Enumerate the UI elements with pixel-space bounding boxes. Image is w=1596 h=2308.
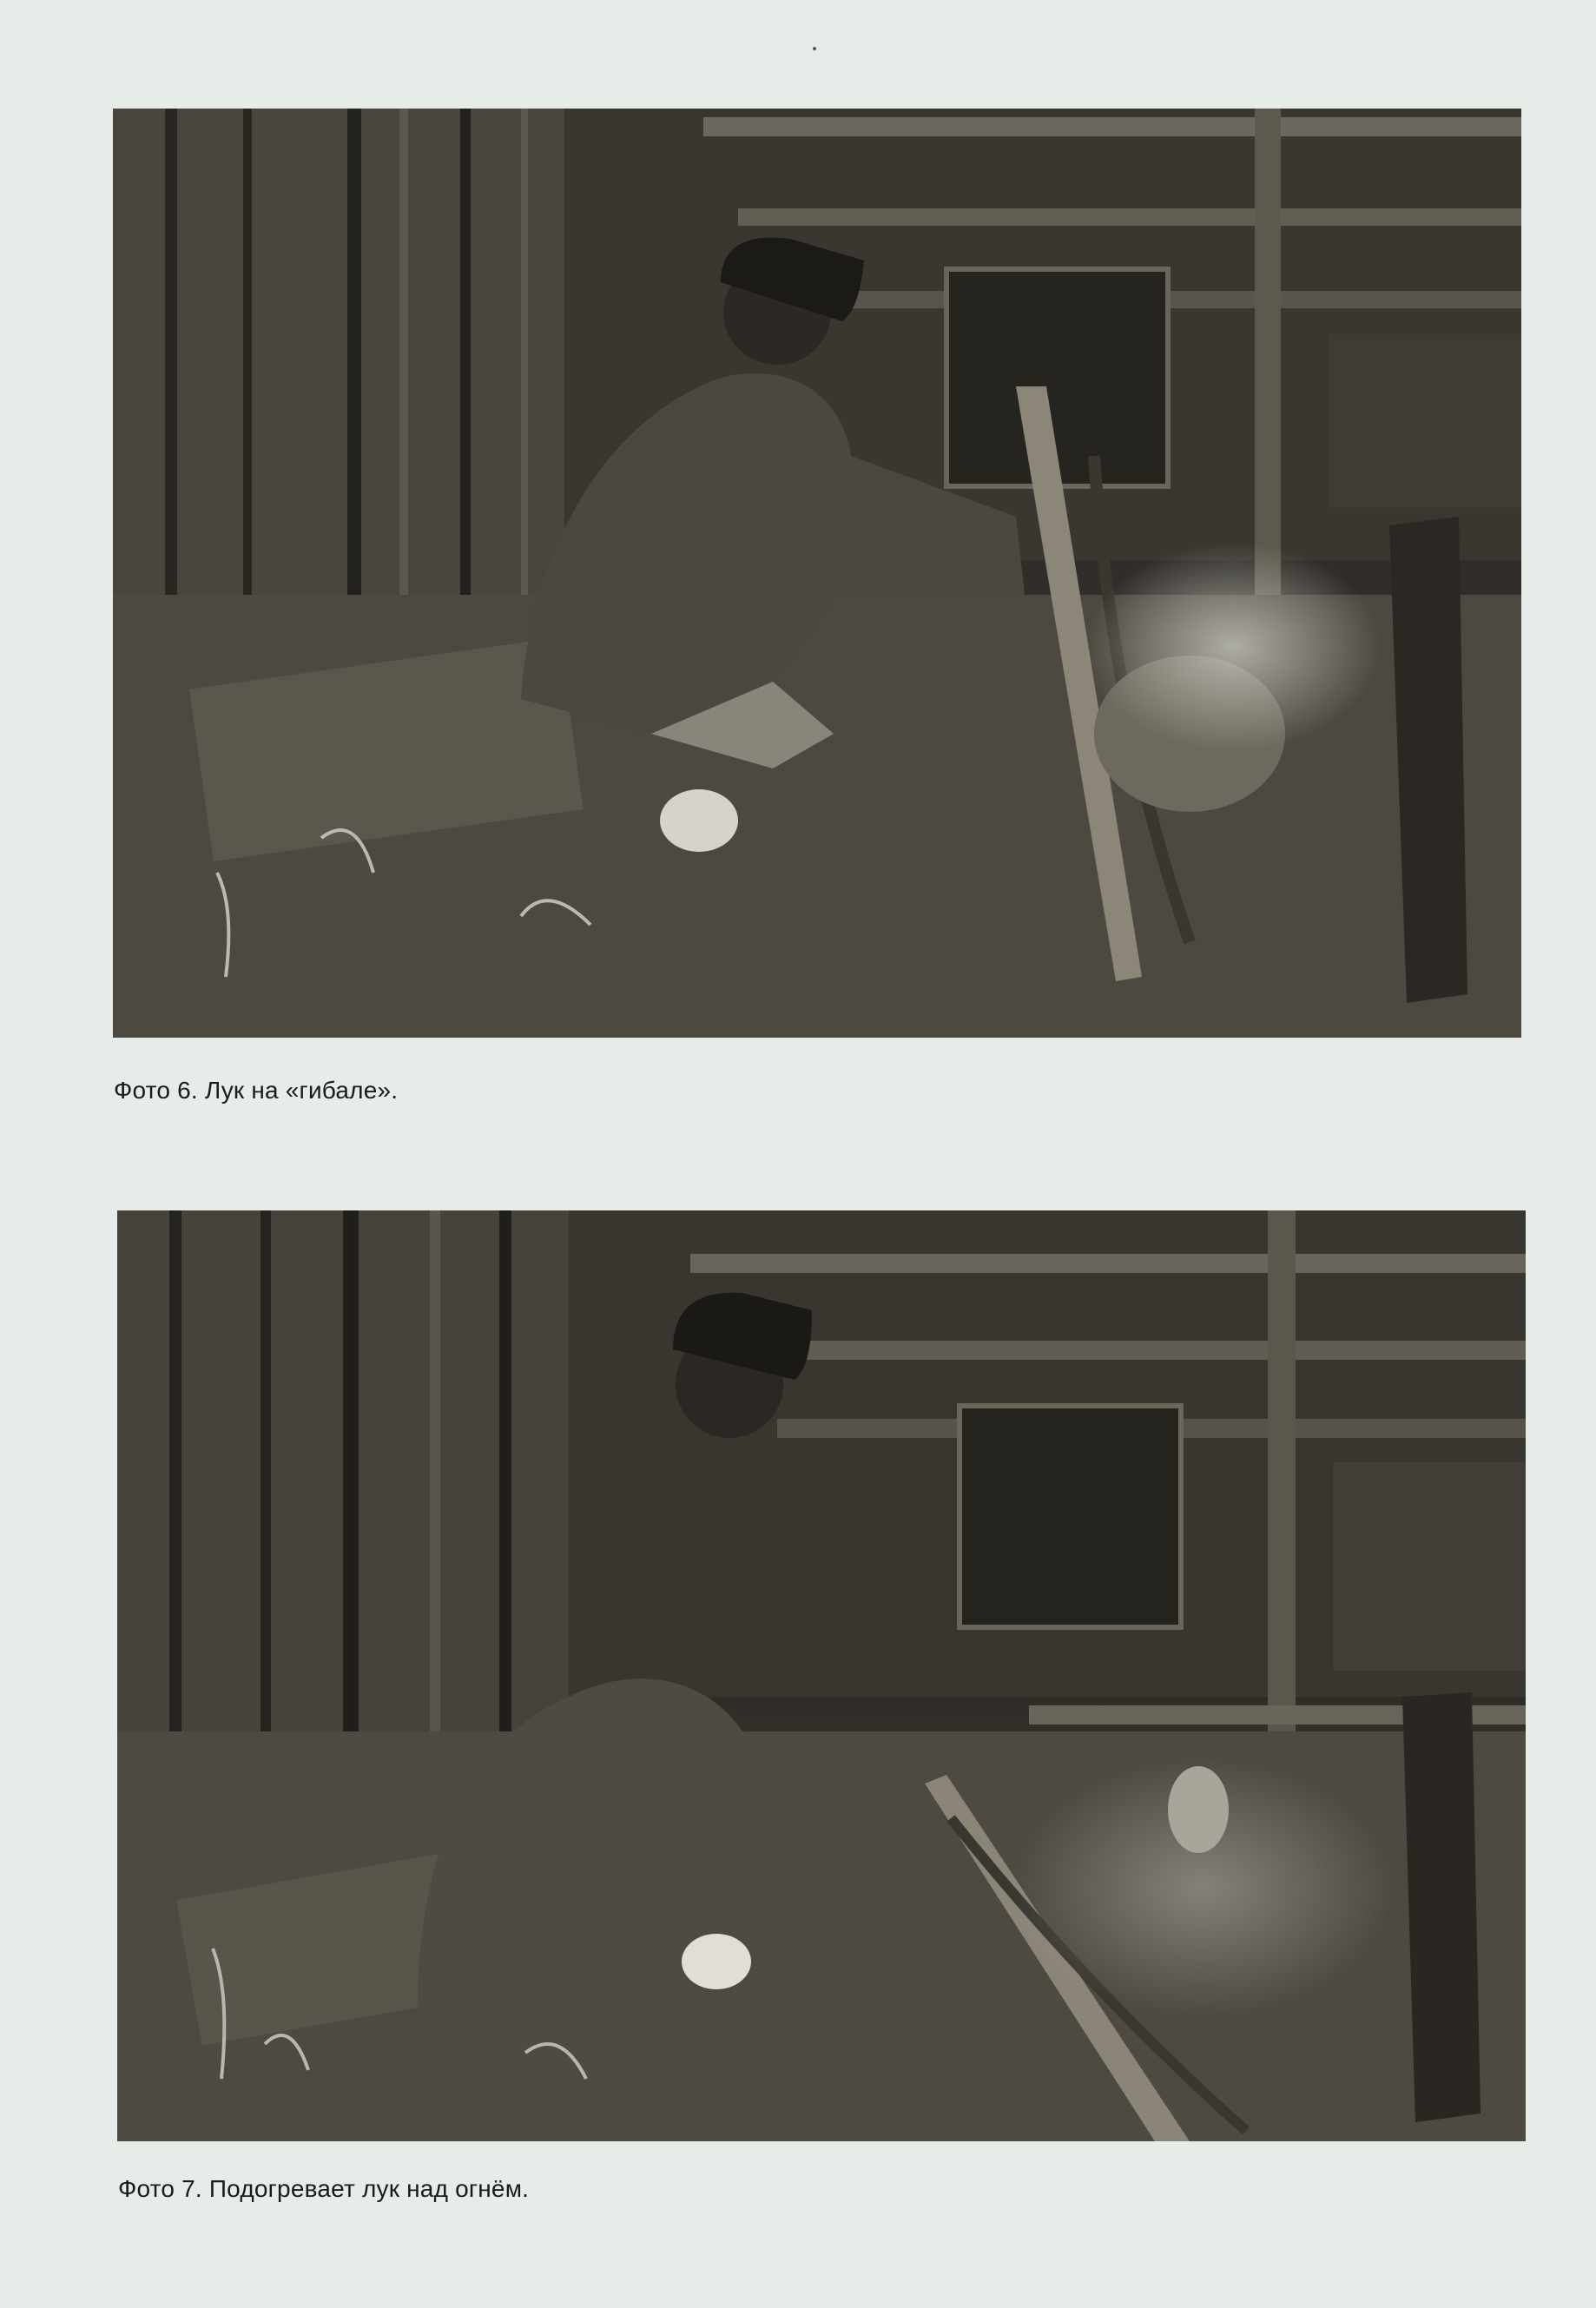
photo-2-image	[117, 1210, 1526, 2141]
photo-bow-on-gibale	[113, 109, 1521, 1038]
photo-caption: Фото 7. Подогревает лук над огнём.	[118, 2175, 530, 2202]
print-speck	[813, 47, 816, 50]
photo-heating-bow	[117, 1210, 1526, 2141]
photo-caption: Фото 6. Лук на «гибале».	[114, 1077, 399, 1104]
photo-1-image	[113, 109, 1521, 1038]
